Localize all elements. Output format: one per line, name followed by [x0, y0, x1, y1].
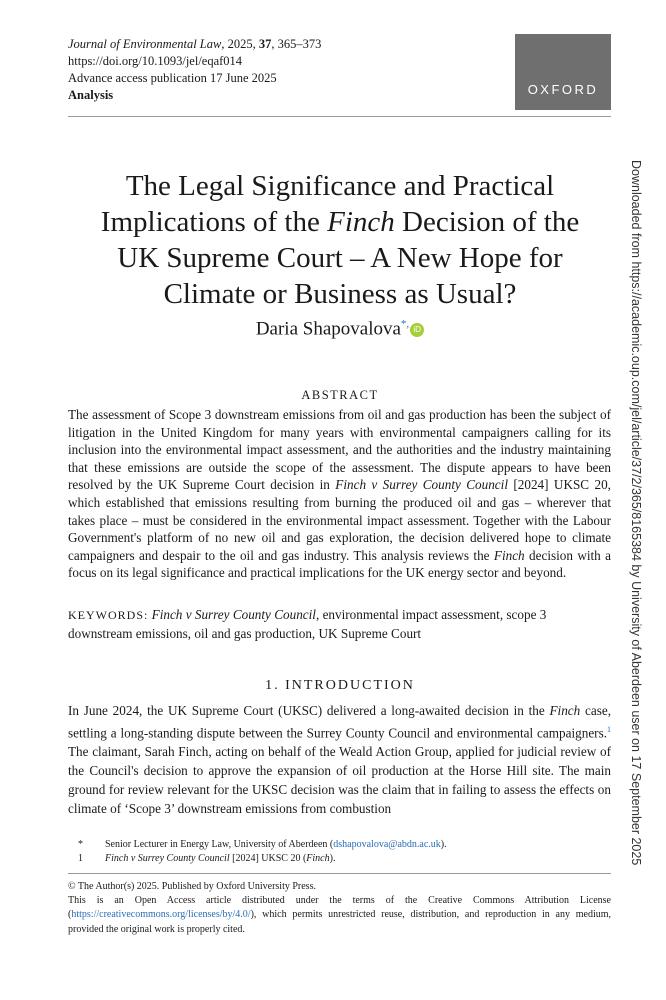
article-title	[60, 168, 620, 312]
footer-divider	[68, 873, 611, 874]
footnote-body: ).	[440, 839, 447, 850]
keyword-list: , environmental impact assessment, scope 3 downstream emissions, oil and gas production, UK Supreme Court	[68, 607, 547, 641]
abstract-text	[68, 406, 611, 582]
intro-text: case, settling a long-standing dispute between the Surrey County Council and environmental campaigners.	[68, 703, 611, 741]
license-link[interactable]: https://creativecommons.org/licenses/by/4.0/	[71, 909, 251, 921]
journal-name[interactable]: Journal of Environmental Law	[68, 37, 222, 51]
license-block	[68, 880, 611, 937]
footnote-mark: *	[78, 839, 83, 850]
license-part: ), which permits unrestricted reuse, distribution, and reproduction in any medium, provided the original work is properly cited.	[68, 909, 611, 935]
author-line	[60, 318, 620, 340]
orcid-icon[interactable]: iD	[410, 323, 424, 337]
abstract-part: The assessment of Scope 3 downstream emissions from oil and gas production has been the subject of litigation in the United Kingdom for many years with environmental campaigners calling for its inclusion into the environmental impact assessment, and the authorities and the industry maintaining that these emissions are outside the scope of the assessment. The dispute appears to have been resolved by the UK Supreme Court decision in	[68, 407, 611, 493]
footnote-body: Senior Lecturer in Energy Law, University of Aberdeen (	[105, 839, 334, 850]
volume-number: 37	[258, 37, 272, 51]
oxford-logo[interactable]	[515, 34, 611, 110]
header-divider	[68, 116, 611, 117]
title-line: UK Supreme Court – A New Hope for	[117, 242, 563, 274]
footnotes	[78, 838, 611, 866]
keyword-case: Finch v Surrey County Council	[151, 607, 316, 622]
license-text	[68, 894, 611, 937]
doi-link[interactable]: https://doi.org/10.1093/jel/eqaf014	[68, 54, 243, 68]
title-line	[60, 204, 620, 240]
abstract-part: [2024] UKSC 20, which established that emissions resulting from burning the produced oil and gas – wherever that takes place – must be considered in the environmental impact assessment. Together with the Labour Government's platform of no new oil and gas exploration, the decision delivered hope to climate campaigners and despair to the oil and gas industry. This analysis reviews the	[68, 477, 611, 563]
intro-text: In June 2024, the UK Supreme Court (UKSC) delivered a long-awaited decision in the	[68, 703, 550, 718]
title-line: Climate or Business as Usual?	[163, 278, 517, 310]
footnote-item	[78, 838, 611, 852]
footnote-reference[interactable]: 1	[607, 725, 611, 734]
footnote-text	[105, 838, 447, 852]
page-range: , 365–373	[271, 37, 322, 51]
download-note: Downloaded from https://academic.oup.com/jel/article/37/2/365/8165384 by University of Aberdeen user on 17 September 2025	[629, 160, 643, 866]
footnote-case-short: Finch	[306, 853, 330, 864]
citation-line	[68, 36, 508, 53]
introduction-paragraph	[68, 701, 611, 818]
author-name: Daria Shapovalova	[255, 318, 401, 340]
title-text: Decision of the	[394, 206, 580, 238]
license-part: This is an Open Access article distributed under the terms of the Creative Commons Attribution License (	[68, 895, 611, 921]
copyright-line: © The Author(s) 2025. Published by Oxford University Press.	[68, 881, 316, 892]
title-line: The Legal Significance and Practical	[125, 170, 555, 202]
footnote-mark: 1	[78, 853, 83, 864]
case-short-name: Finch	[549, 703, 581, 718]
logo-text: OXFORD	[527, 82, 599, 97]
intro-text: The claimant, Sarah Finch, acting on behalf of the Weald Action Group, applied for judicial review of the Council's decision to approve the expansion of oil production at the Horse Hill site. The main ground for review relevant for the UKSC decision was the claim that in failing to assess the effects on climate of ‘Scope 3’ downstream emissions from combustion	[68, 744, 611, 817]
case-name: Finch v Surrey County Council	[335, 477, 508, 493]
advance-access-date: Advance access publication 17 June 2025	[68, 71, 277, 85]
author-footnote-mark[interactable]: *,	[400, 318, 410, 330]
case-short-name: Finch	[493, 547, 525, 563]
download-watermark	[627, 160, 643, 866]
footnote-text	[105, 852, 335, 866]
footnote-body: [2024] UKSC 20 (	[229, 853, 307, 864]
section-heading-introduction: 1. INTRODUCTION	[265, 678, 415, 693]
title-italic: Finch	[327, 206, 395, 238]
keywords	[68, 606, 611, 642]
footnote-case: Finch v Surrey County Council	[105, 853, 230, 864]
citation-year: , 2025,	[221, 37, 259, 51]
abstract-heading: ABSTRACT	[301, 388, 379, 402]
footnote-item	[78, 852, 611, 866]
title-text: Implications of the	[100, 206, 328, 238]
journal-header	[68, 36, 508, 104]
author-email-link[interactable]: dshapovalova@abdn.ac.uk	[333, 839, 441, 850]
article-type: Analysis	[68, 88, 114, 102]
keywords-label: KEYWORDS:	[68, 608, 149, 622]
footnote-body: ).	[329, 853, 336, 864]
abstract-part: decision with a focus on its legal significance and practical implications for the UK energy sector and beyond.	[68, 547, 611, 581]
